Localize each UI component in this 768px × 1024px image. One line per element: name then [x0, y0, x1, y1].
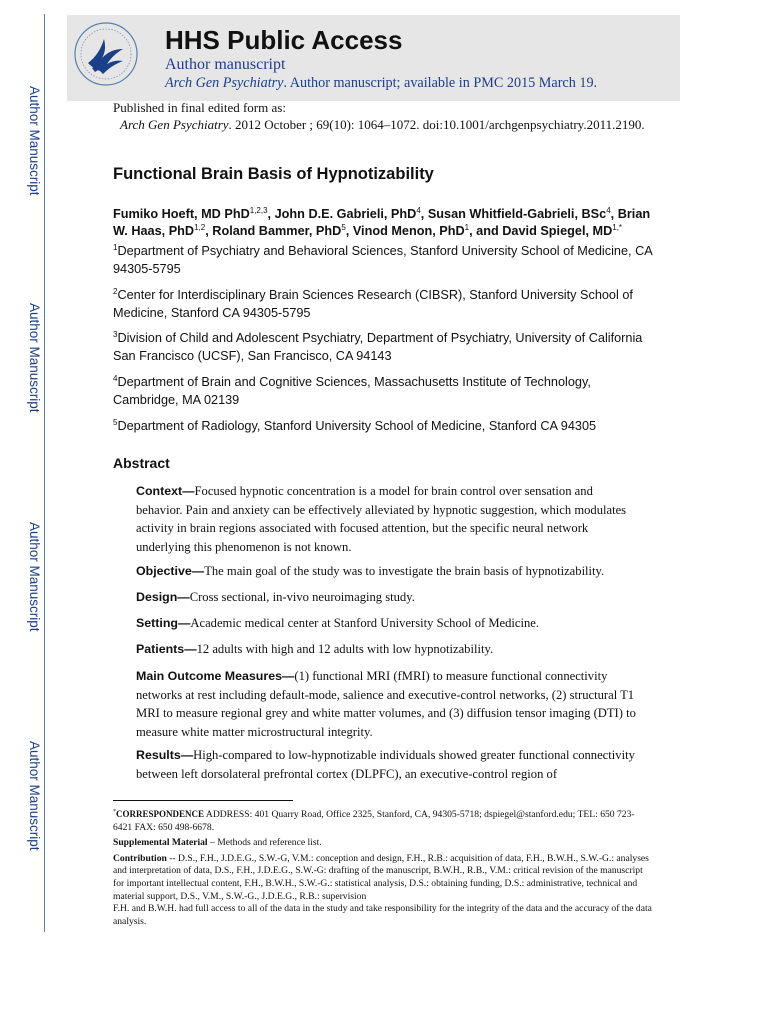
author[interactable]: John D.E. Gabrieli, PhD$^4$ — [274, 206, 421, 221]
published-citation — [113, 116, 645, 133]
side-rail — [44, 14, 45, 932]
published-citation-text: . 2012 October ; 69(10): 1064–1072. doi:10.1001/archgenpsychiatry.2011.2190. — [228, 117, 645, 132]
author[interactable]: Vinod Menon, PhD$^1$ — [352, 223, 470, 238]
abstract-results: Results—High-compared to low-hypnotizable individuals showed greater functional connectivity between left dorsolateral prefrontal cortex (DLPFC), an executive-control region of — [136, 748, 635, 781]
published-journal: Arch Gen Psychiatry — [120, 117, 229, 132]
author-list: Fumiko Hoeft, MD PhD$^{1,2,3}$, John D.E. Gabrieli, PhD$^4$, Susan Whitfield-Gabrieli, BSc$^4$, Brian W. Haas, PhD$^{1,2}$, Roland Bammer, PhD$^5$, Vinod Menon, PhD$^1$, and David Spiegel, $MD^{1,*}$ — [113, 206, 651, 238]
affiliation: $^3$Division of Child and Adolescent Psychiatry, Department of Psychiatry, University of California San Francisco (UCSF), San Francisco, CA 94143 — [113, 330, 643, 363]
footnotes — [113, 808, 653, 931]
side-label-4: Author Manuscript — [27, 741, 42, 851]
affiliation: $^4$Department of Brain and Cognitive Sciences, Massachusetts Institute of Technology, Cambridge, MA 02139 — [113, 374, 591, 407]
abstract-setting: Setting—Academic medical center at Stanford University School of Medicine. — [136, 616, 540, 630]
author[interactable]: Susan Whitfield-Gabrieli, BSc$^4$ — [427, 206, 611, 221]
abstract-heading: Abstract — [113, 455, 170, 471]
abstract-context: Context—Focused hypnotic concentration is a model for brain control over sensation and behavior. Pain and anxiety can be effectively alleviated by hypnotic suggestion, which modulates activity in brain regions associated with focused attention, but the specific neural network underlying this phenomenon is not known. — [136, 484, 627, 554]
affiliation: $^1$Department of Psychiatry and Behavioral Sciences, Stanford University School of Medicine, CA 94305-5795 — [113, 243, 652, 276]
header-availability — [165, 75, 597, 92]
side-label-2: Author Manuscript — [27, 303, 42, 413]
abstract-objective: Objective—The main goal of the study was to investigate the brain basis of hypnotizability. — [136, 564, 605, 578]
author[interactable]: David Spiegel, $MD^{1,*}$ — [502, 223, 623, 238]
published-label: Published in final edited form as: — [113, 100, 286, 115]
abstract-design: Design—Cross sectional, in-vivo neuroimaging study. — [136, 590, 415, 604]
article-title: Functional Brain Basis of Hypnotizability — [113, 165, 434, 183]
header-subtitle: Author manuscript — [165, 56, 286, 73]
author[interactable]: Roland Bammer, PhD$^5$ — [212, 223, 346, 238]
author[interactable]: Brian W. Haas, PhD$^{1,2}$ — [113, 207, 651, 238]
header-journal-link[interactable]: Arch Gen Psychiatry — [165, 75, 284, 91]
affiliation: $^5$Department of Radiology, Stanford University School of Medicine, Stanford CA 94305 — [113, 418, 597, 433]
side-label-3: Author Manuscript — [27, 522, 42, 632]
published-info — [113, 99, 645, 133]
header-band — [67, 15, 680, 101]
affiliation: $^2$Center for Interdisciplinary Brain Sciences Research (CIBSR), Stanford University School of Medicine, Stanford CA 94305-5795 — [113, 287, 633, 320]
side-label-1: Author Manuscript — [27, 86, 42, 196]
header-title: HHS Public Access — [165, 25, 403, 55]
access-note: F.H. and B.W.H. had full access to all of the data in the study and take responsibility for the integrity of the data and the accuracy of the data analysis. — [113, 903, 652, 927]
correspondence-note: *CORRESPONDENCE ADDRESS: 401 Quarry Road, Office 2325, Stanford, CA, 94305-5718; dspiegel@stanford.edu; TEL: 650 723-6421 FAX: 650 498-6678. — [113, 809, 635, 833]
header-availability-text: . Author manuscript; available in PMC 2015 March 19. — [283, 75, 598, 91]
abstract-patients: Patients—12 adults with high and 12 adults with low hypnotizability. — [136, 642, 494, 656]
hhs-eagle-seal-icon — [71, 19, 141, 89]
supplemental-note: Supplemental Material – Methods and reference list. — [113, 837, 322, 849]
footnote-rule — [113, 800, 293, 801]
contribution-note: Contribution -- D.S., F.H., J.D.E.G., S.W.-G, V.M.: conception and design, F.H., R.B.: acquisition of data, F.H., B.W.H., S.W.-G.: analyses and interpretation of data, D.S., F.H., J.D.E.G., S.W.-G: drafting of the manuscript, B.W.H., R.B., V.M.: critical revision of the manuscript for important intellectual content, F.H., B.W.H., S.W.-G.: statistical analysis, D.S.: obtaining funding, D.S.: administrative, technical and material support, D.S., V.M., S.W.-G., J.D.E.G., R.B.: supervision — [113, 852, 649, 902]
author[interactable]: Fumiko Hoeft, MD PhD$^{1,2,3}$ — [113, 206, 268, 221]
abstract-main-outcome-measures: Main Outcome Measures—(1) functional MRI (fMRI) to measure functional connectivity networks at rest including default-mode, salience and executive-control networks, (2) structural T1 MRI to measure regional grey and white matter volumes, and (3) diffusion tensor imaging (DTI) to measure white matter microstructural integrity. — [136, 669, 636, 739]
